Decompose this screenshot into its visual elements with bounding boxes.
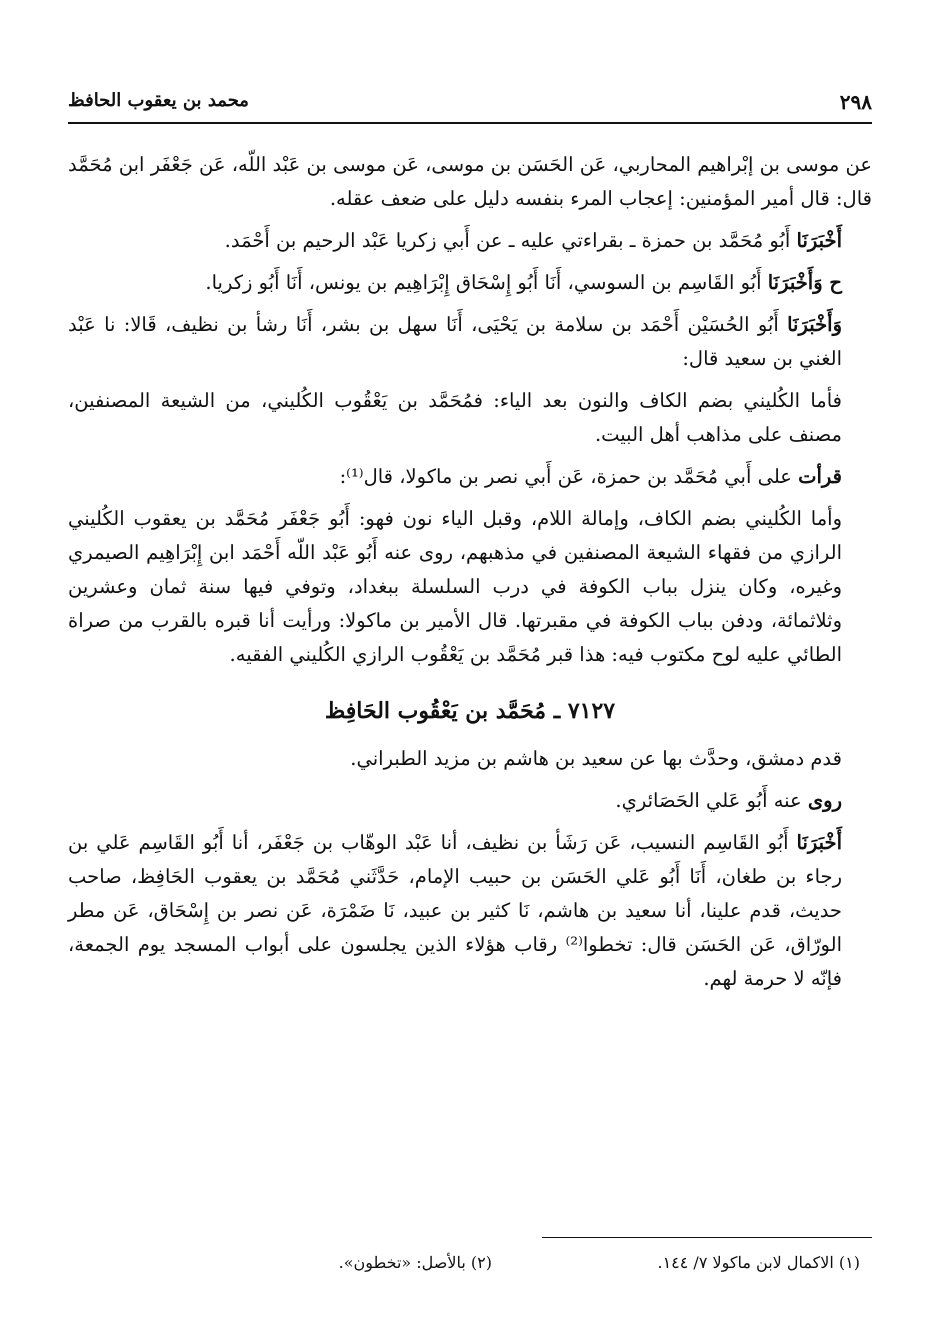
paragraph-text: أَبُو الحُسَيْن أَحْمَد بن سلامة بن يَحْيَى، أَنَا سهل بن بشر، أَنَا رشأ بن نظيف، قَالا: نا عَبْد الغني بن سعيد قال:: [68, 313, 842, 370]
paragraph-text: أَبُو مُحَمَّد بن حمزة ـ بقراءتي عليه ـ عن أَبي زكريا عَبْد الرحيم بن أَحْمَد.: [224, 229, 797, 252]
paragraph-text: عن موسى بن إبْراهيم المحاربي، عَن الحَسَن بن موسى، عَن موسى بن عَبْد اللّه، عَن جَعْفَر ابن مُحَمَّد قال: قال أمير المؤمنين: إعجاب المرء بنفسه دليل على ضعف عقله.: [68, 153, 872, 210]
paragraph-text: وأما الكُليني بضم الكاف، وإمالة اللام، وقبل الياء نون فهو: أَبُو جَعْفَر مُحَمَّد بن يعقوب الكُليني الرازي من فقهاء الشيعة المصنفين في مذهبهم، روى عنه أَبُو عَبْد اللّه أَحْمَد ابن إِبْرَاهِيم الصيمري وغيره، وكان ينزل بباب الكوفة في درب السلسلة ببغداد، وتوفي فيها سنة ثمان وعشرين وثلاثمائة، ودفن بباب الكوفة في مقبرتها. قال الأمير بن ماكولا: ورأيت أنا قبره بالقرب من صراة الطائي عليه لوح مكتوب فيه: هذا قبر مُحَمَّد بن يَعْقُوب الرازي الكُليني الفقيه.: [68, 507, 842, 666]
footnote-1: (١) الاكمال لابن ماكولا ٧/ ١٤٤.: [657, 1253, 860, 1272]
main-text: [68, 148, 872, 1004]
entry-title: ٧١٢٧ ـ مُحَمَّد بن يَعْقُوب الحَافِظ: [324, 698, 616, 724]
paragraph-text: أَبُو القَاسِم بن السوسي، أَنَا أَبُو إِسْحَاق إِبْرَاهِيم بن يونس، أَنَا أَبُو زكريا.: [205, 271, 768, 294]
paragraph-text: على أَبي مُحَمَّد بن حمزة، عَن أَبي نصر بن ماكولا، قال⁽¹⁾:: [339, 465, 799, 488]
paragraph-lead: ح وَأَخْبَرَنَا: [767, 271, 842, 294]
paragraph-lead: قرأت: [798, 465, 842, 488]
paragraph: [68, 826, 872, 996]
page-number: ٢٩٨: [839, 90, 872, 114]
paragraph-lead: أَخْبَرَنَا: [796, 229, 842, 252]
paragraph: [68, 784, 872, 818]
paragraph: [68, 148, 872, 216]
paragraph-text: أَبُو القَاسِم النسيب، عَن رَشَأ بن نظيف، أنا عَبْد الوهّاب بن جَعْفَر، أنا أَبُو القَاسِم عَلي بن رجاء بن طغان، أَنَا أَبُو عَلي الحَسَن بن حبيب الإمام، حَدَّثَني مُحَمَّد بن يعقوب الحَافِظ، صاحب حديث، قدم علينا، أنا سعيد بن هاشم، نَا كثير بن عبيد، نَا ضَمْرَة، عَن نصر بن إِسْحَاق، عَن مطر الورّاق، عَن الحَسَن قال: تخطوا⁽²⁾ رقاب هؤلاء الذين يجلسون على أبواب المسجد يوم الجمعة، فإنّه لا حرمة لهم.: [68, 831, 842, 990]
paragraph: [68, 502, 872, 672]
paragraph: [68, 266, 872, 300]
paragraph-text: عنه أَبُو عَلي الحَصَائري.: [615, 789, 808, 812]
paragraph: [68, 308, 872, 376]
paragraph-text: قدم دمشق، وحدَّث بها عن سعيد بن هاشم بن مزيد الطبراني.: [350, 747, 842, 770]
paragraph-text: فأما الكُليني بضم الكاف والنون بعد الياء: فمُحَمَّد بن يَعْقُوب الكُليني، من الشيعة المصنفين، مصنف على مذاهب أهل البيت.: [68, 389, 842, 446]
paragraph: [68, 460, 872, 494]
footnote-2: (٢) بالأصل: «تخطون».: [338, 1253, 492, 1272]
paragraph: [68, 742, 872, 776]
paragraph: [68, 384, 872, 452]
footnote-divider: [542, 1237, 872, 1238]
paragraph-lead: روى: [807, 789, 842, 812]
page-header: [68, 82, 872, 124]
paragraph-lead: أَخْبَرَنَا: [796, 831, 842, 854]
paragraph: [68, 224, 872, 258]
paragraph-lead: وَأَخْبَرَنَا: [787, 313, 842, 336]
running-title: محمد بن يعقوب الحافظ: [68, 90, 249, 111]
